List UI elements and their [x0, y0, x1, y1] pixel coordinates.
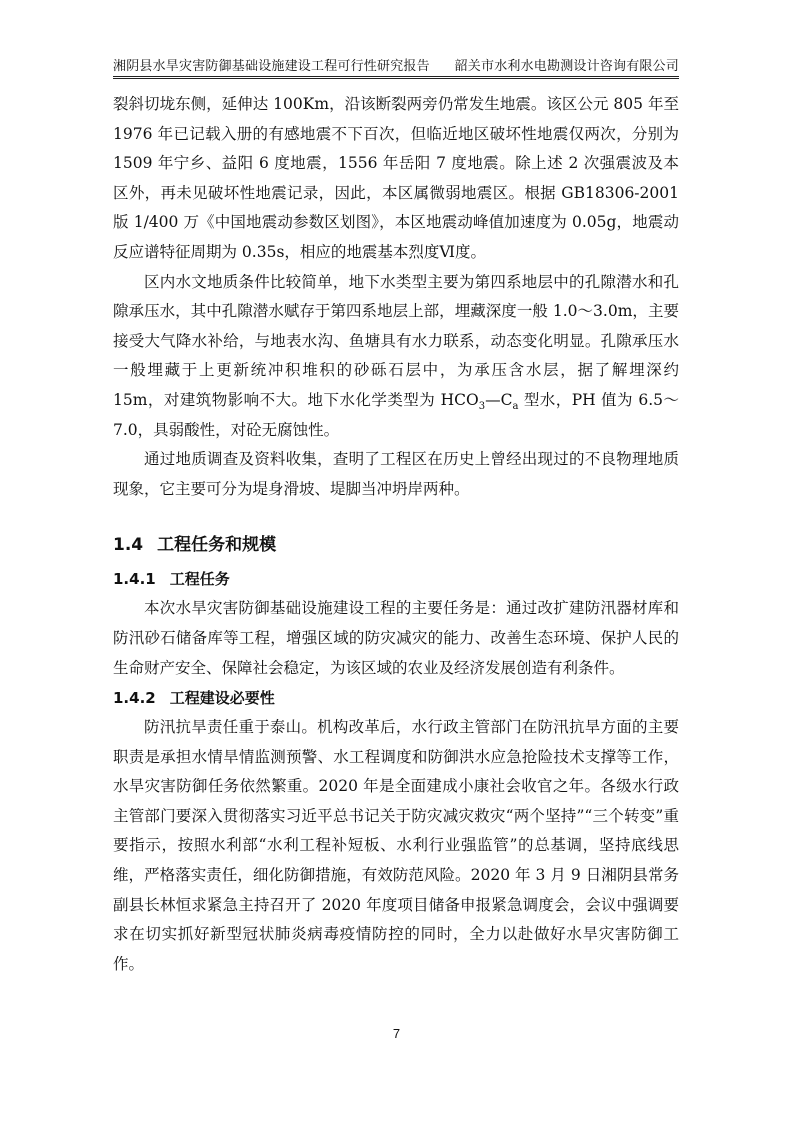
page-content — [113, 90, 679, 979]
header-report-title: 湘阴县水旱灾害防御基础设施建设工程可行性研究报告 — [113, 59, 430, 74]
subsection-title-necessity: 工程建设必要性 — [169, 689, 275, 708]
subsection-heading-tasks — [113, 564, 679, 594]
subsection-heading-necessity — [113, 683, 679, 713]
page-number: 7 — [392, 1026, 401, 1041]
subsection-title-tasks: 工程任务 — [169, 570, 230, 589]
running-header — [113, 52, 679, 74]
subsection-number-necessity: 1.4.2 — [113, 689, 156, 708]
section-title: 工程任务和规模 — [157, 535, 277, 556]
hydro-subscript-a: a — [512, 401, 519, 413]
header-rule-second — [113, 78, 679, 79]
paragraph-seismic: 裂斜切垅东侧，延伸达 100Km，沿该断裂两旁仍常发生地震。该区公元 805 年至 1976 年已记载入册的有感地震不下百次，但临近地区破坏性地震仅两次，分别为 1509 年宁乡、益阳 6 度地震，1556 年岳阳 7 度地震。除上述 2 次强震波及本区外，再未见破坏性地震记录，因此，本区属微弱地震区。根据 GB18306-2001 版 1/400 万《中国地震动参数区划图》，本区地震动峰值加速度为 0.05g，地震动反应谱特征周期为 0.35s，相应的地震基本烈度Ⅵ度。 — [113, 95, 679, 261]
section-number: 1.4 — [113, 535, 144, 556]
subsection-number-tasks: 1.4.1 — [113, 570, 156, 589]
hydro-text-c: 型水，PH 值为 6.5～7.0，具弱酸性，对砼无腐蚀性。 — [113, 390, 679, 439]
paragraph-necessity: 防汛抗旱责任重于泰山。机构改革后，水行政主管部门在防汛抗旱方面的主要职责是承担水情旱情监测预警、水工程调度和防御洪水应急抢险技术支撑等工作，水旱灾害防御任务依然繁重。2020 年是全面建成小康社会收官之年。各级水行政主管部门要深入贯彻落实习近平总书记关于防灾减灾救灾“两个坚持”“三个转变”重要指示，按照水利部“水利工程补短板、水利行业强监管”的总基调，坚持底线思维，严格落实责任，细化防御措施，有效防范风险。2020 年 3 月 9 日湘阴县常务副县长林恒求紧急主持召开了 2020 年度项目储备申报紧急调度会，会议中强调要求在切实抓好新型冠状肺炎病毒疫情防控的同时，全力以赴做好水旱灾害防御工作。 — [113, 718, 679, 973]
section-heading — [113, 530, 679, 560]
paragraph-geology-survey: 通过地质调查及资料收集，查明了工程区在历史上曾经出现过的不良物理地质现象，它主要可分为堤身滑坡、堤脚当冲坍岸两种。 — [113, 450, 679, 498]
paragraph-hydrogeology — [113, 268, 679, 446]
header-rule — [113, 76, 679, 77]
hydro-subscript-3: 3 — [478, 401, 486, 413]
hydro-text-b: —C — [485, 390, 513, 409]
paragraph-project-tasks: 本次水旱灾害防御基础设施建设工程的主要任务是：通过改扩建防汛器材库和防汛砂石储备库等工程，增强区域的防灾减灾的能力、改善生态环境、保护人民的生命财产安全、保障社会稳定，为该区域的农业及经济发展创造有利条件。 — [113, 599, 679, 677]
header-company-name: 韶关市水利水电勘测设计咨询有限公司 — [454, 59, 679, 74]
hydro-text-a: 区内水文地质条件比较简单，地下水类型主要为第四系地层中的孔隙潜水和孔隙承压水，其中孔隙潜水赋存于第四系地层上部，埋藏深度一般 1.0～3.0m，主要接受大气降水补给，与地表水沟、鱼塘具有水力联系，动态变化明显。孔隙承压水一般埋藏于上更新统冲积堆积的砂砾石层中，为承压含水层，据了解埋深约 15m，对建筑物影响不大。地下水化学类型为 HCO — [113, 272, 679, 409]
